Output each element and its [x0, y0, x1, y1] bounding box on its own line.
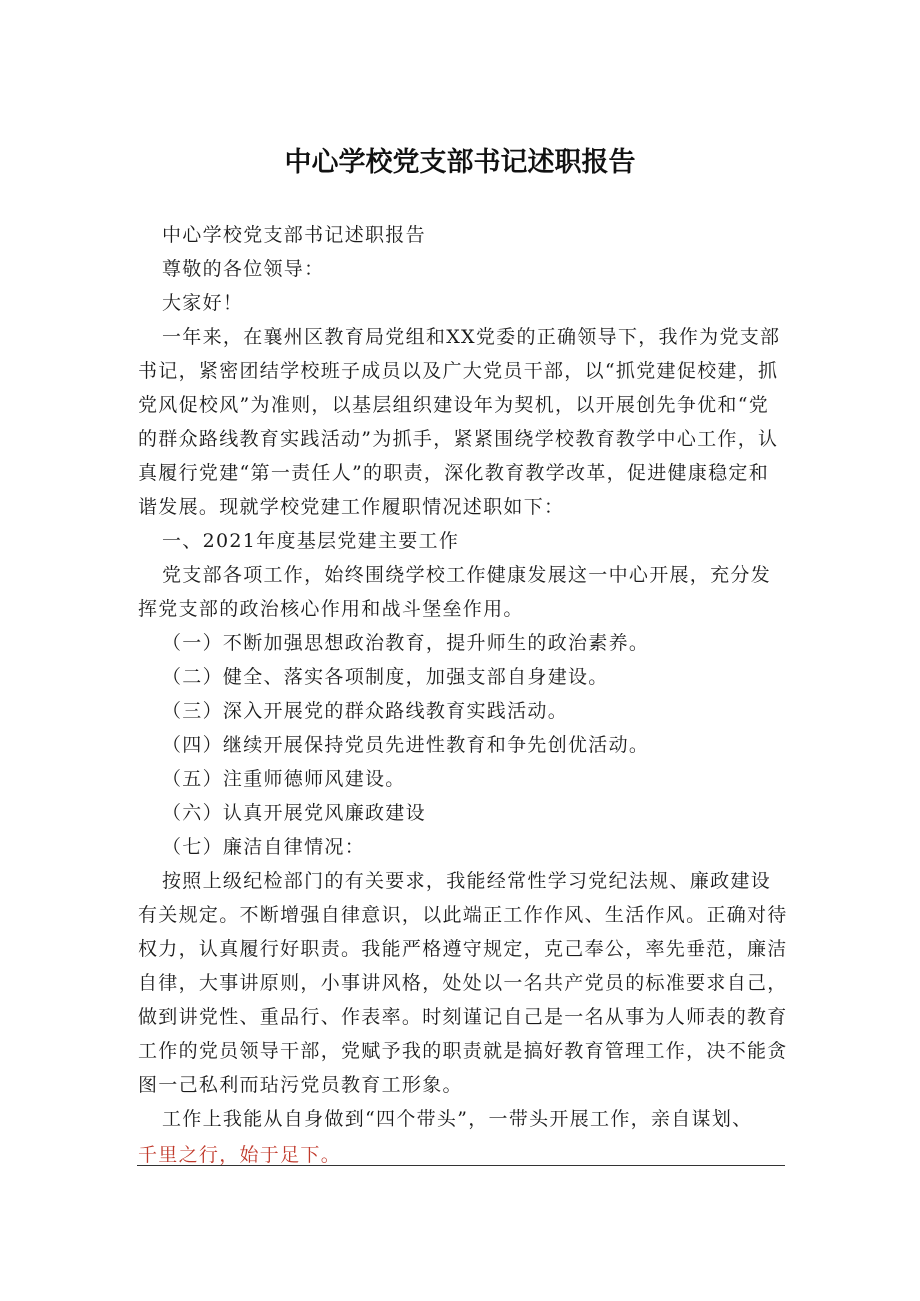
list-item: （七）廉洁自律情况： — [162, 836, 366, 858]
intro-paragraph: 一年来，在襄州区教育局党组和XX党委的正确领导下，我作为党支部书记，紧密团结学校班子成员以及广大党员干部，以“抓党建促校建，抓党风促校风”为准则，以基层组织建设年为契机，以开展创先争优和“党的群众路线教育实践活动”为抓手，紧紧围绕学校教育教学中心工作，认真履行党建“第一责任人”的职责，深化教育教学改革，促进健康稳定和谐发展。现就学校党建工作履职情况述职如下： — [138, 326, 781, 518]
list-item: （四）继续开展保持党员先进性教育和争先创优活动。 — [162, 734, 650, 756]
integrity-paragraph: 按照上级纪检部门的有关要求，我能经常性学习党纪法规、廉政建设有关规定。不断增强自律意识，以此端正工作作风、生活作风。正确对待权力，认真履行好职责。我能严格遵守规定，克己奉公，率先垂范，廉洁自律，大事讲原则，小事讲风格，处处以一名共产党员的标准要求自己，做到讲党性、重品行、作表率。时刻谨记自己是一名从事为人师表的教育工作的党员领导干部，党赋予我的职责就是搞好教育管理工作，决不能贪图一己私利而玷污党员教育工形象。 — [138, 870, 788, 1096]
footer-slogan: 千里之行，始于足下。 — [138, 1144, 342, 1166]
list-item: （六）认真开展党风廉政建设 — [162, 802, 426, 824]
salutation: 尊敬的各位领导： — [162, 258, 325, 280]
greeting: 大家好！ — [162, 292, 244, 314]
list-item: （三）深入开展党的群众路线教育实践活动。 — [162, 700, 569, 722]
list-item: （一）不断加强思想政治教育，提升师生的政治素养。 — [162, 632, 650, 654]
section-heading: 一、2021年度基层党建主要工作 — [162, 530, 460, 552]
list-item: （五）注重师德师风建设。 — [162, 768, 406, 790]
work-paragraph: 工作上我能从自身做到“四个带头”，一带头开展工作，亲自谋划、 — [162, 1108, 753, 1130]
list-item: （二）健全、落实各项制度，加强支部自身建设。 — [162, 666, 609, 688]
document-subtitle: 中心学校党支部书记述职报告 — [162, 224, 426, 246]
footer-divider — [137, 1165, 785, 1166]
document-body — [138, 218, 788, 1136]
section-intro-paragraph: 党支部各项工作，始终围绕学校工作健康发展这一中心开展，充分发挥党支部的政治核心作用和战斗堡垒作用。 — [138, 564, 772, 620]
document-title: 中心学校党支部书记述职报告 — [284, 147, 636, 178]
